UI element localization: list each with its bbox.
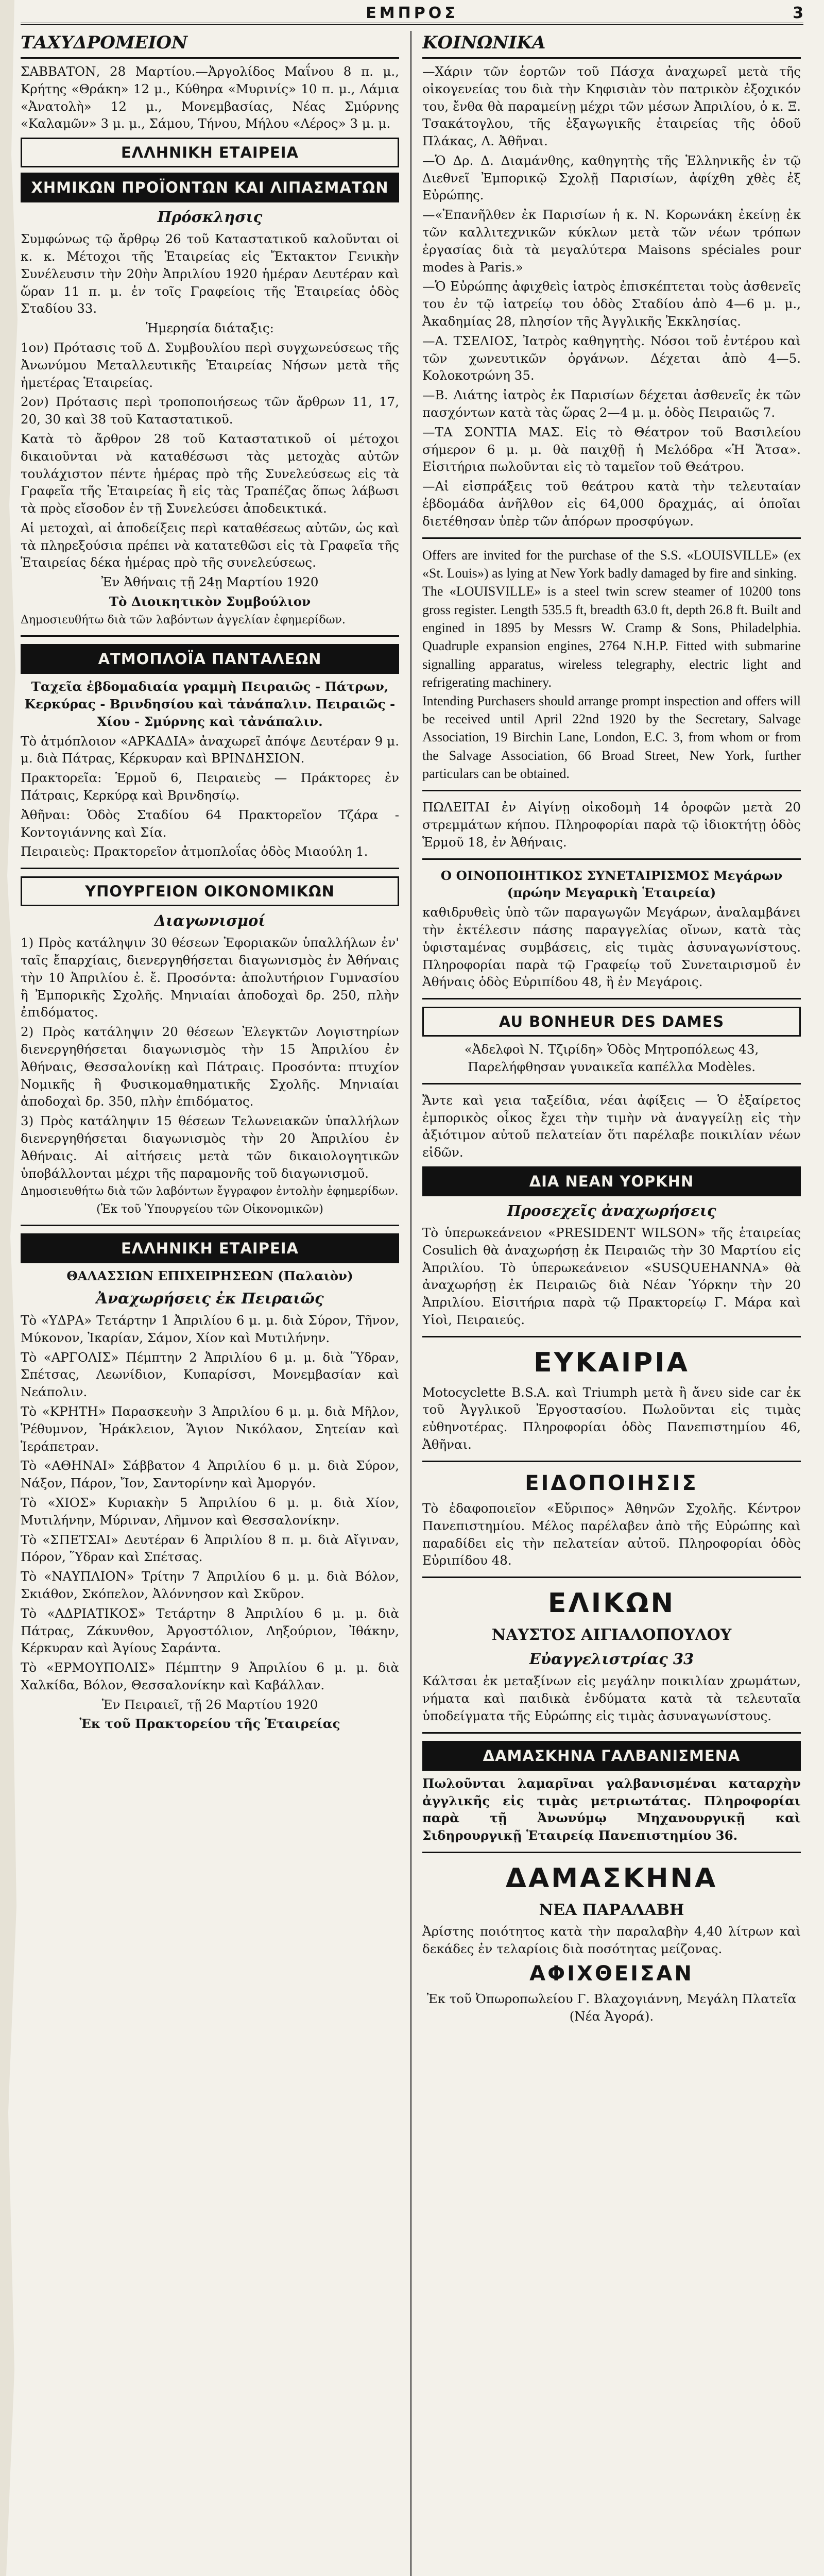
- pant-sub: Ταχεῖα ἑβδομαδιαία γραμμὴ Πειραιῶς - Πάτρων, Κερκύρας - Βρινδησίου καὶ τἀνάπαλιν. Πειραιῶς - Χίου - Σμύρνης καὶ τἀνάπαλιν.: [24, 679, 396, 729]
- pant-p3: Ἀθῆναι: Ὁδὸς Σταδίου 64 Πρακτορεῖον Τζάρα - Κοντογιάννης καὶ Σία.: [21, 807, 399, 840]
- eemp-p1: Συμφώνως τῷ ἄρθρῳ 26 τοῦ Καταστατικοῦ καλοῦνται οἱ κ. κ. Μέτοχοι τῆς Ἑταιρείας εἰς Ἔκτακτον Γενικὴν Συνέλευσιν τὴν 20ὴν Ἀπριλίου 1920 ἡμέραν Δευτέραν καὶ ὥραν 11 π. μ. ἐν τοῖς Γραφείοις τῆς Ἑταιρείας ὁδὸς Σταδίου 33.: [21, 231, 399, 316]
- ee-p8: Τὸ «ΑΔΡΙΑΤΙΚΟΣ» Τετάρτην 8 Ἀπριλίου 6 μ. μ. διὰ Πάτρας, Ζάκυνθον, Ἀργοστόλιον, Ληξούριον, Ἰθάκην, Κέρκυραν καὶ Ἀγίους Σαράντα.: [21, 1605, 399, 1656]
- rule: [21, 1225, 399, 1226]
- yp-p2: 2) Πρὸς κατάληψιν 20 θέσεων Ἐλεγκτῶν Λογιστηρίων διενεργηθήσεται διαγωνισμὸς τὴν 15 Ἀπριλίου ἐν Ἀθήναις, Θεσσαλονίκῃ καὶ Πάτραις. Προσόντα: πτυχίον Νομικῆς ἢ Φυσικομαθηματικῆς Σχολῆς. Μηνιαίαι ἀποδοχαὶ δρ. 350, πλὴν ἐπιδόματος.: [21, 1024, 399, 1109]
- elikon-heading: Εὐαγγελιστρίας 33: [529, 1650, 694, 1668]
- dam-headline: ΑΦΙΧΘΕΙΣΑΝ: [529, 1961, 694, 1986]
- masthead: ΕΜΠΡΟΣ: [366, 4, 458, 22]
- eemp-subtitle: ΧΗΜΙΚΩΝ ΠΡΟΪΟΝΤΩΝ ΚΑΙ ΛΙΠΑΣΜΑΤΩΝ: [21, 173, 399, 202]
- rule: [422, 1336, 801, 1337]
- ee-p2: Τὸ «ΑΡΓΟΛΙΣ» Πέμπτην 2 Ἀπριλίου 6 μ. μ. διὰ Ὕδραν, Σπέτσας, Λεωνίδιον, Κυπαρίσσι, Μονεμβασίαν καὶ Νεάπολιν.: [21, 1349, 399, 1400]
- rule: [422, 537, 801, 539]
- koin-p2: —Ὁ Δρ. Δ. Διαμάνθης, καθηγητὴς τῆς Ἑλληνικῆς ἐν τῷ Διεθνεῖ Ἐμπορικῷ Σχολῇ Παρισίων, ἀφίχθη χθὲς ἐξ Εὐρώπης.: [422, 152, 801, 203]
- column-divider: [410, 31, 411, 2576]
- york-title: ΔΙΑ ΝΕΑΝ ΥΟΡΚΗΝ: [422, 1166, 801, 1196]
- rule: [422, 1577, 801, 1578]
- ee-subtitle: ΘΑΛΑΣΣΙΩΝ ΕΠΙΧΕΙΡΗΣΕΩΝ (Παλαιὸν): [66, 1268, 353, 1284]
- rule: [422, 1083, 801, 1084]
- gal-text: Πωλοῦνται λαμαρῖναι γαλβανισμέναι καταρχὴν ἀγγλικῆς εἰς τιμὰς μετριωτάτας. Πληροφορίαι παρὰ τῇ Ἀνωνύμῳ Μηχανουργικῇ καὶ Σιδηρουργικῇ Ἑταιρείᾳ Πανεπιστημίου 36.: [422, 1775, 801, 1843]
- pol-ad: ΠΩΛΕΙΤΑΙ ἐν Αἰγίνῃ οἰκοδομὴ 14 ὀροφῶν μετὰ 20 στρεμμάτων κήπου. Πληροφορίαι παρὰ τῷ ἰδιοκτήτῃ ὁδὸς Ἑρμοῦ 18, ἐν Ἀθήναις.: [422, 800, 801, 850]
- dam-sign: Ἐκ τοῦ Ὀπωροπωλείου Γ. Βλαχογιάννη, Μεγάλη Πλατεῖα (Νέα Ἀγορά).: [426, 1991, 797, 2024]
- eemp-p5: Κατὰ τὸ ἄρθρον 28 τοῦ Καταστατικοῦ οἱ μέτοχοι δικαιοῦνται νὰ καταθέσωσι τὰς μετοχὰς αὐτῶν τουλάχιστον πέντε ἡμέρας πρὸ τῆς Συνελεύσεως εἰς τὰ Γραφεῖα τῆς Ἑταιρείας ἢ εἰς τὰς Τραπέζας ὅπως λάβωσι τὰ πρὸς εἴσοδον ἐν τῇ Συνελεύσει ἀποδεικτικά.: [21, 431, 399, 516]
- eemp-p4: 2ον) Πρότασις περὶ τροποποιήσεως τῶν ἄρθρων 11, 17, 20, 30 καὶ 38 τοῦ Καταστατικοῦ.: [21, 394, 399, 427]
- eemp-p3: 1ον) Πρότασις τοῦ Δ. Συμβουλίου περὶ συγχωνεύσεως τῆς Ἀνωνύμου Μεταλλευτικῆς Ἑταιρείας Νήσων μετὰ τῆς ἡμετέρας Ἑταιρείας.: [21, 340, 399, 390]
- elikon-sub: ΝΑΥΣΤΟΣ ΑΙΓΙΑΛΟΠΟΥΛΟΥ: [491, 1625, 732, 1644]
- ee-sign: Ἐκ τοῦ Πρακτορείου τῆς Ἑταιρείας: [79, 1716, 340, 1732]
- eukairia-text: Motocyclette B.S.A. καὶ Triumph μετὰ ἢ ἄνευ side car ἐκ τοῦ Ἀγγλικοῦ Ἐργοστασίου. Πωλοῦνται εἰς τιμὰς εὐθηνοτέρας. Πληροφορίαι ὁδὸς Πανεπιστημίου 46, Ἀθῆναι.: [422, 1384, 801, 1452]
- pant-p2: Πρακτορεῖα: Ἑρμοῦ 6, Πειραιεὺς — Πράκτορες ἐν Πάτραις, Κερκύρᾳ καὶ Βρινδησίῳ.: [21, 770, 399, 803]
- rule: [21, 868, 399, 869]
- york-text: Τὸ ὑπερωκεάνειον «PRESIDENT WILSON» τῆς ἑταιρείας Cosulich θὰ ἀναχωρήσῃ ἐκ Πειραιῶς τὴν 30 Μαρτίου εἰς Ἀπριλίου. Τὸ ὑπερωκεάνειον «SUSQUEHANNA» θὰ ἀναχωρήσῃ ἐκ Πειραιῶς διὰ Νέαν Ὑόρκην τὴν 20 Ἀπριλίου. Εἰσιτήρια παρὰ τῷ Πρακτορείῳ Γ. Μάρα καὶ Υἱοὶ, Πειραιεύς.: [422, 1225, 801, 1328]
- rule: [422, 790, 801, 791]
- koin-p6: —Β. Λιάτης ἰατρὸς ἐκ Παρισίων δέχεται ἀσθενεῖς ἐκ τῶν πασχόντων κατὰ τὰς ὥρας 2—4 μ. μ. ὁδὸς Πειραιῶς 7.: [422, 387, 801, 420]
- pant-p1: Τὸ ἀτμόπλοιον «ΑΡΚΑΔΙΑ» ἀναχωρεῖ ἀπόψε Δευτέραν 9 μ. μ. διὰ Πάτρας, Κέρκυραν καὶ ΒΡΙΝΔΗΣΙΟΝ.: [21, 733, 399, 766]
- ee-title: ΕΛΛΗΝΙΚΗ ΕΤΑΙΡΕΙΑ: [21, 1233, 399, 1263]
- eemp-p6: Αἱ μετοχαὶ, αἱ ἀποδείξεις περὶ καταθέσεως αὐτῶν, ὡς καὶ τὰ πληρεξούσια πρέπει νὰ κατατεθῶσι εἰς τὰ Γραφεῖα τῆς Ἑταιρείας δέκα ἡμέρας πρὸ τῆς συνελεύσεως.: [21, 520, 399, 570]
- eukairia-title: ΕΥΚΑΙΡΙΑ: [534, 1347, 690, 1378]
- ee-p5: Τὸ «ΧΙΟΣ» Κυριακὴν 5 Ἀπριλίου 6 μ. μ. διὰ Χίον, Μυτιλήνην, Μύριναν, Λῆμνον καὶ Θεσσαλονίκην.: [21, 1495, 399, 1528]
- ee-p4: Τὸ «ΑΘΗΝΑΙ» Σάββατον 4 Ἀπριλίου 6 μ. μ. διὰ Σύρον, Νάξον, Πάρον, Ἴον, Σαντορίνην καὶ Ἀμοργόν.: [21, 1458, 399, 1491]
- yp-title: ΥΠΟΥΡΓΕΙΟΝ ΟΙΚΟΝΟΜΙΚΩΝ: [21, 876, 399, 906]
- yp-heading: Διαγωνισμοί: [154, 912, 266, 930]
- gal-title: ΔΑΜΑΣΚΗΝΑ ΓΑΛΒΑΝΙΣΜΕΝΑ: [422, 1741, 801, 1771]
- yp-sign: (Ἐκ τοῦ Ὑπουργείου τῶν Οἰκονομικῶν): [96, 1202, 323, 1216]
- koin-p4: —Ὁ Εὐρώπης ἀφιχθεὶς ἰατρὸς ἐπισκέπτεται τοὺς ἀσθενεῖς του ἐν τῷ ἰατρείῳ του ὁδὸς Σταδίου ἀπὸ 4—6 μ. μ., Ἀκαδημίας 28, πλησίον τῆς Ἀγγλικῆς Ἐκκλησίας.: [422, 279, 801, 329]
- ee-p1: Τὸ «ΥΔΡΑ» Τετάρτην 1 Ἀπριλίου 6 μ. μ. διὰ Σύρον, Τῆνον, Μύκονον, Ἰκαρίαν, Σάμον, Χίον καὶ Μυτιλήνην.: [21, 1312, 399, 1345]
- eemp-note: Δημοσιευθήτω διὰ τῶν λαβόντων ἀγγελίαν ἐφημερίδων.: [21, 613, 346, 626]
- eemp-place: Ἐν Ἀθήναις τῇ 24ῃ Μαρτίου 1920: [101, 574, 319, 590]
- elikon-title: ΕΛΙΚΩΝ: [547, 1588, 676, 1619]
- kapnos-text: Ἄντε καὶ γεια ταξείδια, νέαι ἀφίξεις — Ὁ ἐξαίρετος ἐμπορικὸς οἶκος ἔχει τὴν τιμὴν νὰ ἀναγγείλῃ εἰς τὴν ἀξιότιμον αὐτοῦ πελατείαν ὅτι παρέλαβε ποικιλίαν νέων εἰδῶν.: [422, 1092, 801, 1160]
- eemp-title: [21, 138, 399, 167]
- yp-p1: 1) Πρὸς κατάληψιν 30 θέσεων Ἐφοριακῶν ὑπαλλήλων ἐν' ταῖς ἔπαρχίαις, διενεργηθήσεται διαγωνισμὸς ἐν Ἀθήναις τὴν 10 Ἀπριλίου ἐ. ἔ. Προσόντα: ἀπολυτήριον Γυμνασίου ἢ Ἐμπορικῆς Σχολῆς. Μηνιαίαι ἀποδοχαὶ δρ. 250, πλὴν ἐπιδόματος.: [21, 935, 399, 1020]
- rule: [21, 635, 399, 637]
- eidopoiisis-text: Τὸ ἐδαφοποιεῖον «Εὔριπος» Ἀθηνῶν Σχολῆς. Κέντρον Πανεπιστημίου. Μέλος παρέλαβεν ἀπὸ τῆς Εὐρώπης καὶ παραδίδει εἰς τὴν πελατείαν αὐτοῦ. Πληροφορίαι ὁδὸς Εὐριπίδου 48.: [422, 1501, 801, 1568]
- louisville-ad: Offers are invited for the purchase of the S.S. «LOUISVILLE» (ex «St. Louis») as lying at New York badly damaged by fire and sinking. The «LOUISVILLE» is a steel twin screw steamer of 10200 tons gross register. Length 535.5 ft, breadth 63.0 ft, depth 26.8 ft. Built and engined in 1895 by Messrs W. Cramp & Sons, Philadelphia. Quadruple expansion engines, 2764 N.H.P. Fitted with submarine signalling apparatus, wireless telegraphy, electric light and refrigerating machinery. Intending Purchasers should arrange prompt inspection and offers will be received until April 22nd 1920 by the Secretary, Salvage Association, 19 Birchin Lane, London, E.C. 3, from whom or from the Salvage Association, 66 Broad Street, New York, further particulars can be obtained.: [422, 547, 801, 781]
- ee-place: Ἐν Πειραιεῖ, τῇ 26 Μαρτίου 1920: [101, 1697, 318, 1712]
- rule: [422, 1732, 801, 1734]
- dam-sub: ΝΕΑ ΠΑΡΑΛΑΒΗ: [539, 1901, 684, 1919]
- post-title: ΤΑΧΥΔΡΟΜΕΙΟΝ: [21, 31, 399, 59]
- rule: [422, 1461, 801, 1462]
- post-text: ΣΑΒΒΑΤΟΝ, 28 Μαρτίου.—Ἀργολίδος Μαΐνου 8 π. μ., Κρήτης «Θράκη» 12 μ., Κύθηρα «Μυρινίς» 10 π. μ., Λάμια «Ἀνατολὴ» 12 μ., Μονεμβασίας, Νέας Σμύρνης «Καλαμῶν» 3 μ. μ., Σάμου, Τήνου, Μήλου «Λέρος» 3 μ. μ.: [21, 63, 399, 131]
- yp-p3: 3) Πρὸς κατάληψιν 15 θέσεων Τελωνειακῶν ὑπαλλήλων διενεργηθήσεται διαγωνισμὸς τὴν 20 Ἀπριλίου ἐν Ἀθήναις. Αἱ αἰτήσεις μετὰ τῶν δικαιολογητικῶν ὑποβάλλονται μέχρι τῆς παραμονῆς τοῦ διαγωνισμοῦ.: [21, 1113, 399, 1181]
- rule: [422, 858, 801, 860]
- koin-p7: —ΤΑ ΣΟΝΤΙΑ ΜΑΣ. Εἰς τὸ Θέατρον τοῦ Βασιλείου σήμερον 6 μ. μ. θὰ παιχθῇ ἡ Μελόδρα «Ἡ Ἄτσα». Εἰσιτήρια πωλοῦνται εἰς τὸ ταμεῖον τοῦ Θεάτρου.: [422, 424, 801, 474]
- ee-p9: Τὸ «ΕΡΜΟΥΠΟΛΙΣ» Πέμπτην 9 Ἀπριλίου 6 μ. μ. διὰ Χαλκίδα, Βόλον, Θεσσαλονίκην καὶ Καβάλλαν.: [21, 1660, 399, 1692]
- koin-p3: —«Ἐπανῆλθεν ἐκ Παρισίων ἡ κ. Ν. Κορωνάκη ἐκείνῃ ἐκ τῶν καλλιτεχνικῶν κύκλων μετὰ τῶν νέων τρόπων ἐργασίας διὰ τὰ μεγαλύτερα Maisons spéciales pour modes à Paris.»: [422, 207, 801, 275]
- eemp-p2: Ἡμερησία διάταξις:: [146, 320, 274, 336]
- eemp-title-line1: ΕΛΛΗΝΙΚΗ ΕΤΑΙΡΕΙΑ: [121, 144, 299, 162]
- koin-p1: —Χάριν τῶν ἑορτῶν τοῦ Πάσχα ἀναχωρεῖ μετὰ τῆς οἰκογενείας του διὰ τὴν Κηφισιὰν τὸν πατρικὸν ἐξοχικόν του, ἔνθα θὰ παραμείνῃ μέχρι τῶν μέσων Ἀπριλίου, ὁ κ. Ξ. Τσακάτογλου, τῆς ἐξαγωγικῆς ἐταιρείας τῆς ὁδοῦ Πλάκας, Λ. Ἀθῆναι.: [422, 63, 801, 149]
- left-column: [21, 31, 399, 2576]
- ee-heading: Ἀναχωρήσεις ἐκ Πειραιῶς: [96, 1289, 324, 1307]
- bonheur-title: AU BONHEUR DES DAMES: [422, 1007, 801, 1037]
- pant-title: ΑΤΜΟΠΛΟΪΑ ΠΑΝΤΑΛΕΩΝ: [21, 644, 399, 674]
- oino-title: Ο ΟΙΝΟΠΟΙΗΤΙΚΟΣ ΣΥΝΕΤΑΙΡΙΣΜΟΣ Μεγάρων (πρώην Μεγαρικὴ Ἑταιρεία): [440, 868, 783, 901]
- yp-note: Δημοσιευθήτω διὰ τῶν λαβόντων ἔγγραφον ἐντολὴν ἐφημερίδων.: [21, 1185, 399, 1198]
- koin-p8: —Αἱ εἰσπράξεις τοῦ θεάτρου κατὰ τὴν τελευταίαν ἑβδομάδα ἀνῆλθον εἰς 64,000 δραχμάς, αἱ ὁποῖαι διετέθησαν ὑπὲρ τῶν ἀπόρων προσφύγων.: [422, 479, 801, 529]
- eemp-heading: Πρόσκλησις: [157, 208, 263, 226]
- ee-p7: Τὸ «ΝΑΥΠΛΙΟΝ» Τρίτην 7 Ἀπριλίου 6 μ. μ. διὰ Βόλον, Σκιάθον, Σκόπελον, Ἀλόννησον καὶ Σκῦρον.: [21, 1569, 399, 1601]
- ee-p3: Τὸ «ΚΡΗΤΗ» Παρασκευὴν 3 Ἀπριλίου 6 μ. μ. διὰ Μῆλον, Ῥέθυμνον, Ἡράκλειον, Ἅγιον Νικόλαον, Σητείαν καὶ Ἱεράπετραν.: [21, 1403, 399, 1454]
- york-heading: Προσεχεῖς ἀναχωρήσεις: [507, 1202, 716, 1220]
- dam-title: ΔΑΜΑΣΚΗΝΑ: [505, 1862, 718, 1894]
- koin-title: ΚΟΙΝΩΝΙΚΑ: [422, 31, 801, 59]
- ee-p6: Τὸ «ΣΠΕΤΣΑΙ» Δευτέραν 6 Ἀπριλίου 8 π. μ. διὰ Αἴγιναν, Πόρον, Ὕδραν καὶ Σπέτσας.: [21, 1532, 399, 1565]
- bonheur-text: «Ἀδελφοὶ Ν. Τζιρίδη» Ὁδὸς Μητροπόλεως 43, Παρελήφθησαν γυναικεῖα καπέλλα Modèles.: [464, 1042, 759, 1075]
- eemp-sign: Τὸ Διοικητικὸν Συμβούλιον: [109, 594, 311, 609]
- koin-p5: —Α. ΤΣΕΛΙΟΣ, Ἰατρὸς καθηγητὴς. Νόσοι τοῦ ἐντέρου καὶ τῶν χωνευτικῶν ὀργάνων. Δέχεται ἀπὸ 4—5. Κολοκοτρώνη 35.: [422, 333, 801, 383]
- page-number: 3: [793, 4, 803, 22]
- right-column: [422, 31, 801, 2576]
- rule: [422, 998, 801, 999]
- dam-text: Ἀρίστης ποιότητος κατὰ τὴν παραλαβὴν 4,40 λίτρων καὶ δεκάδες ἐν τελαρίοις διὰ ποσότητας μείζονας.: [422, 1924, 801, 1956]
- rule: [422, 1852, 801, 1853]
- pant-p4: Πειραιεὺς: Πρακτορεῖον ἀτμοπλοΐας ὁδὸς Μιαούλη 1.: [21, 844, 368, 859]
- eidopoiisis-title: ΕΙΔΟΠΟΙΗΣΙΣ: [525, 1471, 698, 1495]
- running-head: [21, 4, 803, 25]
- oino-text: καθιδρυθεὶς ὑπὸ τῶν παραγωγῶν Μεγάρων, ἀναλαμβάνει τὴν ἐκτέλεσιν πάσης παραγγελίας οἴνων, κατὰ τὰς ὑφισταμένας συμβάσεις, εἰς τιμὰς ἀσυναγωνίστους. Πληροφορίαι παρὰ τῷ Γραφείῳ τοῦ Συνεταιρισμοῦ ἐν Ἀθήναις ὁδὸς Εὐριπίδου 48, ἢ ἐν Μεγάροις.: [422, 905, 801, 990]
- elikon-text: Κάλτσαι ἐκ μεταξίνων εἰς μεγάλην ποικιλίαν χρωμάτων, νήματα καὶ παιδικὰ ἐνδύματα κατὰ τὰ τελευταῖα ὑποδείγματα τῆς Εὐρώπης εἰς τιμὰς ἀσυναγωνίστους.: [422, 1673, 801, 1723]
